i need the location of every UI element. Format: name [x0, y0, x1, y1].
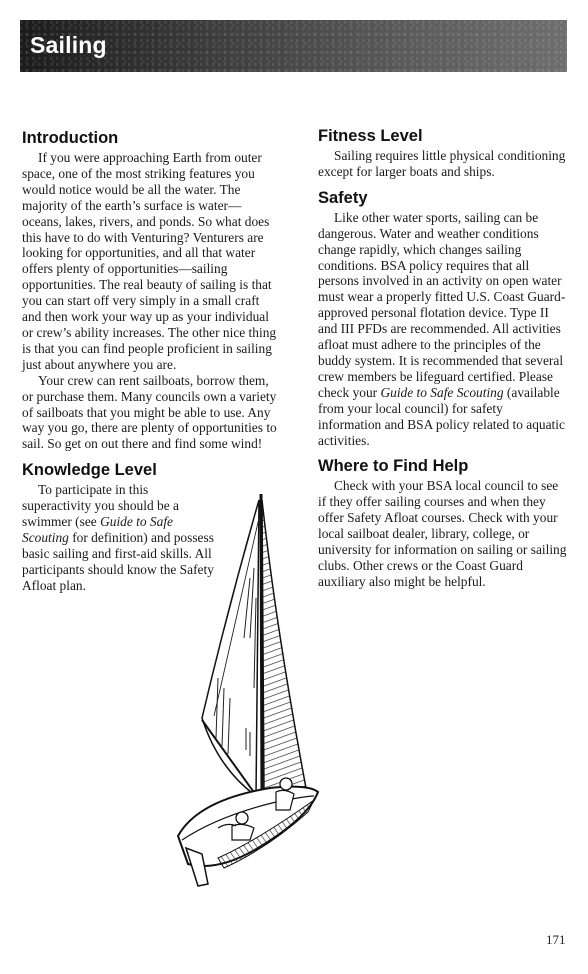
page-title: Sailing	[30, 32, 107, 58]
guide-reference: Guide to Safe Scouting	[22, 514, 173, 545]
fitness-level-heading: Fitness Level	[318, 127, 423, 145]
guide-reference: Guide to Safe Scouting	[380, 384, 504, 400]
knowledge-text-b: for definition) and possess basic sailing and first-aid skills. All participants should know the Safety Afloat plan.	[22, 529, 214, 593]
where-to-find-help-heading: Where to Find Help	[318, 457, 469, 476]
safety-paragraph	[318, 210, 568, 449]
knowledge-level-heading: Knowledge Level	[22, 461, 157, 480]
safety-heading: Safety	[318, 188, 368, 207]
safety-text-a: Like other water sports, sailing can be dangerous. Water and weather conditions change rapidly, which changes sailing conditions. BSA policy requires that all persons involved in an activity on open water must wear a properly fitted U.S. Coast Guard-approved personal flotation device. Type II and III PFDs are recommended. All activities afloat must adhere to the principles of the buddy system. It is recommended that several crew members be lifeguard certified. Please check your	[318, 209, 566, 400]
right-column	[318, 124, 568, 590]
introduction-paragraph-1: If you were approaching Earth from outer space, one of the most striking features you would notice would be all the water. The majority of the earth’s surface is water—oceans, lakes, rivers, and ponds. So what does this have to do with Venturing? Venturers are looking for opportunities, and all that water offers plenty of opportunities—sailing opportunities. The real beauty of sailing is that you can start off very simply in a small craft and then work your way up as your individual or crew’s ability increases. The other nice thing is that you can find people proficient in sailing just about anywhere you are.	[22, 150, 277, 372]
section-banner	[20, 20, 567, 72]
page-number: 171	[546, 932, 566, 947]
safety-text-b: (available from your local council) for safety information and BSA policy related to aquatic activities.	[318, 384, 565, 448]
where-to-find-help-paragraph: Check with your BSA local council to see if they offer sailing courses and when they offer Safety Afloat courses. Check with your local sailboat dealer, library, college, or university for information on sailing or sailing clubs. Other crews or the Coast Guard auxiliary also might be helpful.	[318, 478, 567, 589]
introduction-heading: Introduction	[22, 129, 119, 147]
introduction-paragraph-2: Your crew can rent sailboats, borrow them, or purchase them. Many councils own a variety of sailboats that you might be able to use. Any way you go, there are plenty of opportunities to sail. So get on out there and find some wind!	[22, 372, 277, 452]
fitness-level-paragraph: Sailing requires little physical conditioning except for larger boats and ships.	[318, 148, 566, 179]
sailboat-icon	[158, 488, 328, 888]
knowledge-text-a: To participate in this superactivity you should be a swimmer (see	[22, 482, 179, 530]
